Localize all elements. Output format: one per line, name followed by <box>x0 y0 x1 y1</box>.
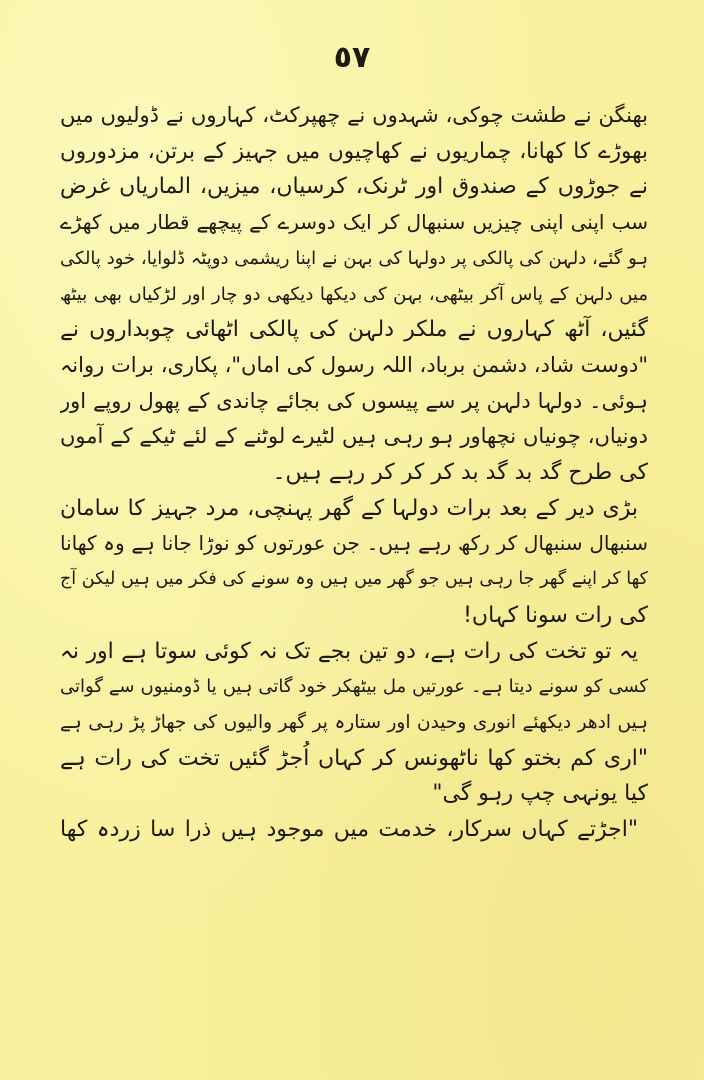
urdu-text-body <box>60 98 648 848</box>
text-line: سنبھال سنبھال کر رکھ رہے ہیں۔ جن عورتوں کو نوڑا جانا ہے وہ کھانا <box>60 531 648 556</box>
text-line: کھا کر اپنے گھر جا رہی ہیں جو گھر میں ہیں وہ سونے کی فکر میں ہیں لیکن آج <box>60 569 648 590</box>
text-line: بڑی دیر کے بعد برات دولہا کے گھر پہنچی، مرد جہیز کا سامان <box>60 495 638 521</box>
text-line: ہیں ادھر دیکھئے انوری وحیدن اور ستارہ پر گھر والیوں کی جھاڑ پڑ رہی ہے <box>60 711 648 733</box>
text-line: میں دلہن کے پاس آکر بیٹھی، بہن کی دیکھا دیکھی دو چار اور لڑکیاں بھی بیٹھ <box>60 283 648 305</box>
text-line: ہو گئے، دلہن کی پالکی پر دولہا کی بہن نے اپنا ریشمی دوپٹہ ڈلوایا، خود پالکی <box>60 247 648 269</box>
page-number: ٥٧ <box>333 40 371 75</box>
text-line: "اری کم بختو کھا ناٹھونس کر کہاں اُجڑ گئیں تخت کی رات ہے <box>60 745 648 771</box>
text-line: گئیں، آٹھ کہاروں نے ملکر دلہن کی پالکی اٹھائی چوبداروں نے <box>60 317 648 343</box>
text-line: "اجڑتے کہاں سرکار، خدمت میں موجود ہیں ذرا سا زردہ کھا <box>60 817 638 843</box>
text-line: ہوئی۔ دولہا دلہن پر سے پیسوں کی بجائے چاندی کے پھول روپے اور <box>60 388 648 413</box>
text-line: کیا یونہی چپ رہو گی" <box>432 781 648 807</box>
text-line: کسی کو سونے دیتا ہے۔ عورتیں مل بیٹھکر خود گاتی ہیں یا ڈومنیوں سے گواتی <box>60 676 648 698</box>
text-line: نے جوڑوں کے صندوق اور ٹرنک، کرسیاں، میزیں، الماریاں غرض <box>60 174 648 200</box>
text-line: بھنگن نے طشت چوکی، شہدوں نے چھپرکٹ، کہاروں نے ڈولیوں میں <box>60 103 648 127</box>
text-line: "دوست شاد، دشمن برباد، اللہ رسول کی اماں"، پکاری، برات روانہ <box>60 352 648 377</box>
text-line: بھوڑے کا کھانا، چماریوں نے کھاچیوں میں جہیز کے برتن، مزدوروں <box>60 138 648 164</box>
text-line: کی طرح گد بد گد بد کر کر کر رہے ہیں۔ <box>272 460 648 486</box>
text-line: سب اپنی اپنی چیزیں سنبھال کر ایک دوسرے کے پیچھے قطار میں کھڑے <box>60 210 648 235</box>
text-line: کی رات سونا کہاں! <box>463 602 648 628</box>
text-line: دونیاں، چونیاں نچھاور ہو رہی ہیں لٹیرے لوٹنے کے لئے ٹیکے کے آموں <box>60 424 648 449</box>
text-line: یہ تو تخت کی رات ہے، دو تین بجے تک نہ کوئی سوتا ہے اور نہ <box>60 638 638 664</box>
